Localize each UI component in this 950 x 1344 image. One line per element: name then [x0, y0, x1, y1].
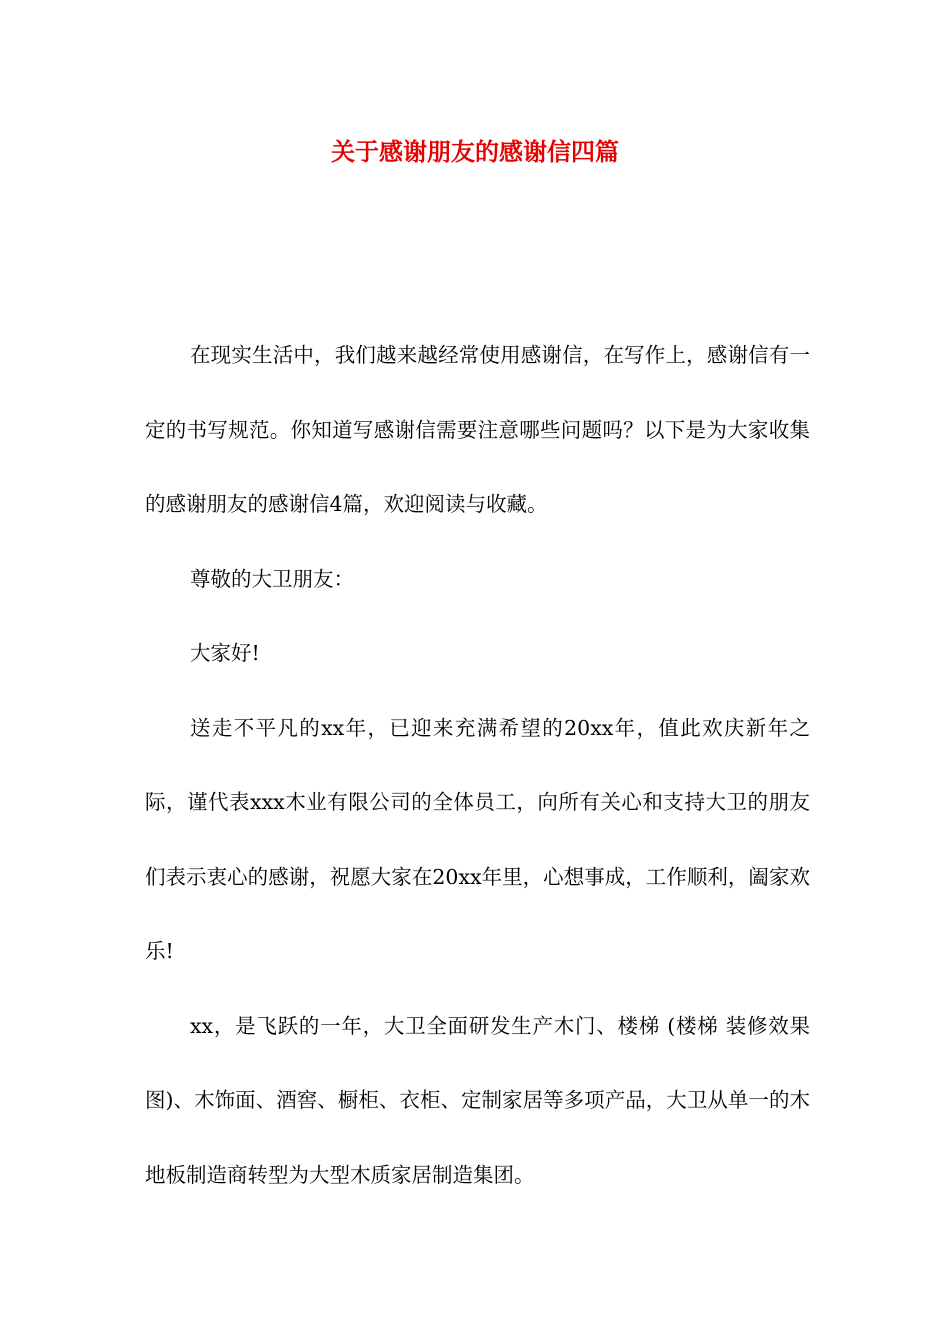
- new-year-paragraph: 送走不平凡的xx年，已迎来充满希望的20xx年，值此欢庆新年之际，谨代表xxx木业有限公司的全体员工，向所有关心和支持大卫的朋友们表示衷心的感谢，祝愿大家在20xx年里，心想事成，工作顺利，阖家欢乐!: [145, 715, 810, 963]
- company-paragraph: xx，是飞跃的一年，大卫全面研发生产木门、楼梯 (楼梯 装修效果图)、木饰面、酒窖、橱柜、衣柜、定制家居等多项产品，大卫从单一的木地板制造商转型为大型木质家居制造集团。: [145, 1013, 810, 1187]
- document-title: 关于感谢朋友的感谢信四篇: [331, 137, 619, 166]
- document-body: [145, 318, 810, 1212]
- intro-paragraph: 在现实生活中，我们越来越经常使用感谢信，在写作上，感谢信有一定的书写规范。你知道写感谢信需要注意哪些问题吗？以下是为大家收集的感谢朋友的感谢信4篇，欢迎阅读与收藏。: [145, 343, 810, 516]
- greeting: 大家好!: [190, 641, 260, 665]
- salutation: 尊敬的大卫朋友：: [190, 566, 354, 591]
